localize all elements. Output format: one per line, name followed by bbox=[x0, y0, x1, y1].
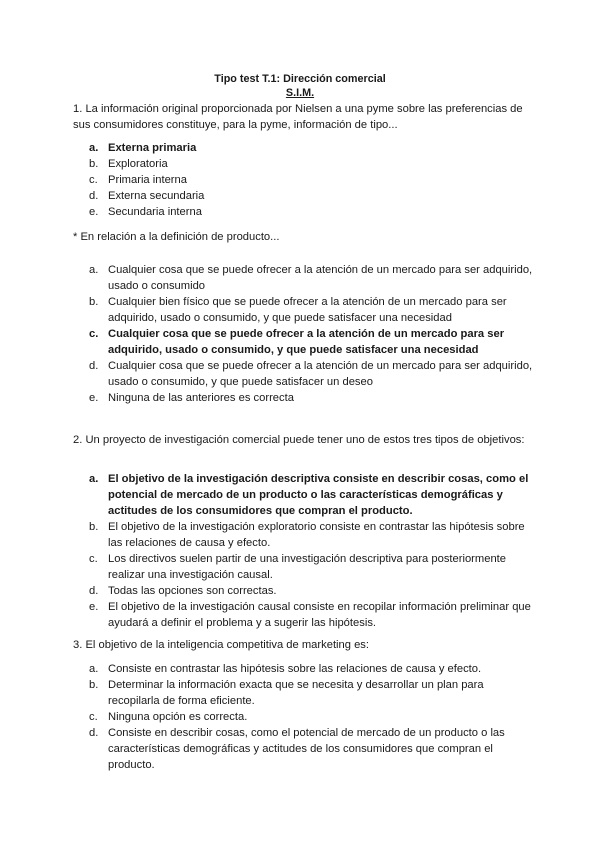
option bbox=[89, 172, 534, 188]
option-text: Cualquier cosa que se puede ofrecer a la atención de un mercado para ser adquirido, usado o consumido, y que puede satisfacer una necesidad bbox=[108, 328, 505, 356]
option bbox=[89, 725, 534, 773]
option-letter: c. bbox=[89, 711, 98, 723]
option-text: Determinar la información exacta que se necesita y desarrollar un plan para recopilarla de forma eficiente. bbox=[108, 679, 484, 707]
option-text: Consiste en contrastar las hipótesis sobre las relaciones de causa y efecto. bbox=[108, 663, 482, 675]
option bbox=[89, 677, 534, 709]
option-text: Secundaria interna bbox=[108, 206, 202, 218]
option-text: Exploratoria bbox=[108, 158, 168, 170]
option-letter: a. bbox=[89, 264, 99, 276]
option-letter: d. bbox=[89, 190, 99, 202]
option-letter: b. bbox=[89, 521, 99, 533]
question-1-options bbox=[89, 140, 534, 220]
option bbox=[89, 262, 534, 294]
option bbox=[89, 140, 534, 156]
option bbox=[89, 551, 534, 583]
option-text: El objetivo de la investigación descriptiva consiste en describir cosas, como el potencial de mercado de un producto o las características demográficas y actitudes de los consumidores que compran el producto. bbox=[108, 473, 529, 517]
option-letter: d. bbox=[89, 585, 99, 597]
question-product-options bbox=[89, 262, 534, 406]
option bbox=[89, 519, 534, 551]
option bbox=[89, 358, 534, 390]
option-letter: b. bbox=[89, 296, 99, 308]
option bbox=[89, 188, 534, 204]
option bbox=[89, 661, 534, 677]
document-title: Tipo test T.1: Dirección comercial bbox=[214, 73, 386, 85]
option-letter: c. bbox=[89, 328, 99, 340]
option-text: Externa primaria bbox=[108, 142, 197, 154]
option bbox=[89, 471, 534, 519]
option-letter: a. bbox=[89, 663, 99, 675]
option-letter: a. bbox=[89, 142, 99, 154]
option-letter: a. bbox=[89, 473, 99, 485]
option-text: Cualquier cosa que se puede ofrecer a la atención de un mercado para ser adquirido, usado o consumido, y que puede satisfacer un deseo bbox=[108, 360, 533, 388]
option-letter: e. bbox=[89, 206, 99, 218]
option bbox=[89, 156, 534, 172]
option bbox=[89, 326, 534, 358]
option-text: Ninguna de las anteriores es correcta bbox=[108, 392, 294, 404]
option bbox=[89, 390, 534, 406]
option-letter: c. bbox=[89, 553, 98, 565]
option-letter: d. bbox=[89, 360, 99, 372]
option-letter: e. bbox=[89, 601, 99, 613]
option-letter: d. bbox=[89, 727, 99, 739]
question-3-options bbox=[89, 661, 534, 773]
option-text: Primaria interna bbox=[108, 174, 187, 186]
option-text: Los directivos suelen partir de una investigación descriptiva para posteriormente realizar una investigación causal. bbox=[108, 553, 506, 581]
option-text: Externa secundaria bbox=[108, 190, 205, 202]
document-subtitle: S.I.M. bbox=[285, 87, 315, 99]
option-text: Todas las opciones son correctas. bbox=[108, 585, 277, 597]
question-2-text: 2. Un proyecto de investigación comercial puede tener uno de estos tres tipos de objetivos: bbox=[73, 434, 525, 446]
option bbox=[89, 204, 534, 220]
option bbox=[89, 583, 534, 599]
question-1-text: 1. La información original proporcionada por Nielsen a una pyme sobre las preferencias de sus consumidores constituye, para la pyme, información de tipo... bbox=[73, 103, 523, 131]
option-text: Cualquier cosa que se puede ofrecer a la atención de un mercado para ser adquirido, usado o consumido bbox=[108, 264, 533, 292]
option-letter: b. bbox=[89, 158, 99, 170]
option-letter: c. bbox=[89, 174, 98, 186]
option bbox=[89, 709, 534, 725]
option bbox=[89, 599, 534, 631]
option-text: Ninguna opción es correcta. bbox=[108, 711, 248, 723]
option-text: Consiste en describir cosas, como el potencial de mercado de un producto o las características demográficas y actitudes de los consumidores que compran el producto. bbox=[108, 727, 505, 771]
option-letter: b. bbox=[89, 679, 99, 691]
option-text: El objetivo de la investigación causal consiste en recopilar información preliminar que ayudará a definir el problema y a sugerir las hipótesis. bbox=[108, 601, 531, 629]
question-3-text: 3. El objetivo de la inteligencia competitiva de marketing es: bbox=[73, 639, 370, 651]
question-2-options bbox=[89, 471, 534, 631]
option-letter: e. bbox=[89, 392, 99, 404]
option-text: El objetivo de la investigación exploratorio consiste en contrastar las hipótesis sobre las relaciones de causa y efecto. bbox=[108, 521, 525, 549]
option bbox=[89, 294, 534, 326]
question-product-text: * En relación a la definición de producto... bbox=[73, 231, 280, 243]
option-text: Cualquier bien físico que se puede ofrecer a la atención de un mercado para ser adquirido, usado o consumido, y que puede satisfacer una necesidad bbox=[108, 296, 507, 324]
